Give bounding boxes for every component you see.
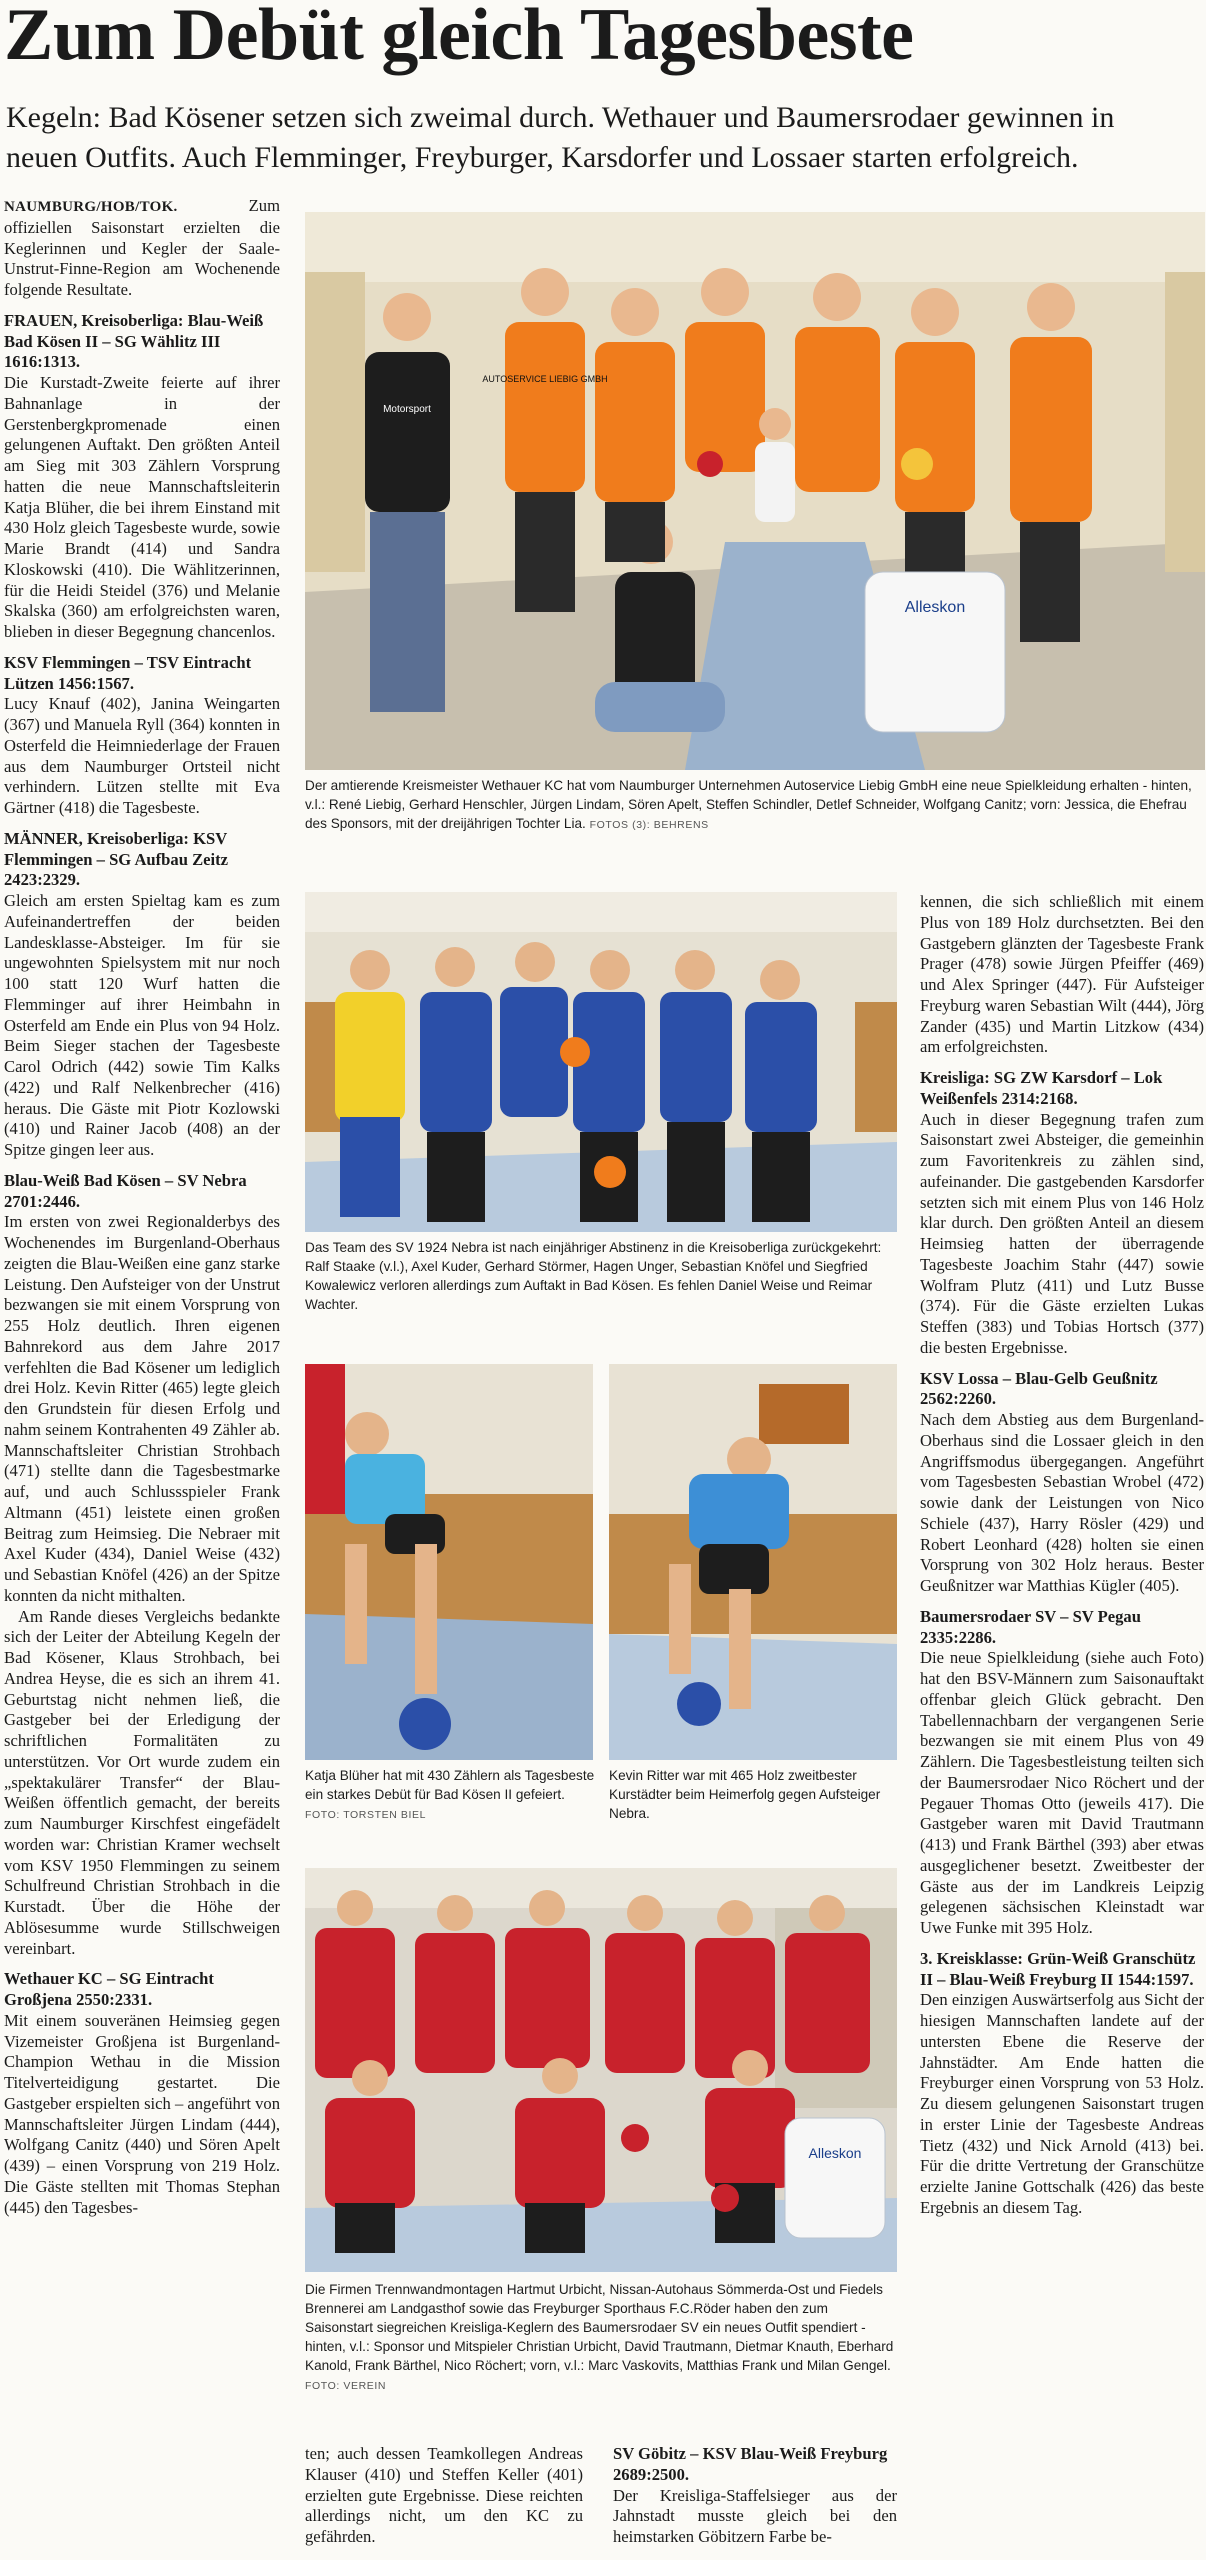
photo-baumersrodaer-sv-image — [305, 1868, 897, 2272]
frauen-text: Die Kurstadt-Zweite feierte auf ihrer Bahnanlage in der Gerstenbergkpromenade einen gelungenen Auftakt. Den größten Anteil am Sieg mit 303 Zählern Vorsprung hatten die neue Mannschaftsleiterin Katja Blüher, die bei ihrem Einstand mit 430 Holz gleich Tagesbeste wurde, sowie Marie Brandt (414) und Sandra Kloskowski (410). Die Wählitzerinnen, für die Heidi Steidel (376) und Melanie Skalska (360) am erfolgreichsten waren, blieben in dieser Begegnung chancenlos. — [4, 373, 280, 641]
lossa-heading: KSV Lossa – Blau-Gelb Geußnitz 2562:2260. — [920, 1368, 1158, 1409]
ksv-frauen-text: Lucy Knauf (402), Janina Weingarten (367) und Manuela Ryll (364) konnten in Osterfeld die Heimniederlage der Frauen aus dem Naumburger Ortsteil nicht verhindern. Lützen stellte mit Eva Gärtner (418) die Tagesbeste. — [4, 694, 280, 817]
intro-text: Zum offiziellen Saisonstart erzielten die Keglerinnen und Kegler der Saale-Unstrut-Finne-Region am Wochenende folgende Resultate. — [4, 196, 280, 299]
caption-text: Katja Blüher hat mit 430 Zählern als Tagesbeste ein starkes Debüt für Bad Kösen II gefeiert. — [305, 1768, 595, 1802]
bmw-shirt-text: Motorsport — [383, 404, 431, 415]
bwbk-text-2: Am Rande dieses Vergleichs bedankte sich der Leiter der Abteilung Kegeln der Bad Kösener, Klaus Strohbach, bei Andrea Heyse, die es sich an ihrem 41. Geburtstag nicht nehmen ließ, die Gastgeber bei der Erledigung der schriftlichen Formalitäten zu unterstützen. Vor Ort wurde zudem ein „spektakulärer Transfer“ der Blau-Weißen öffentlich gemacht, der bereits zum Naumburger Kirschfest eingefädelt worden war: Christian Kramer wechselt vom KSV 1950 Flemmingen zu seinem Schulfreund Christian Strohbach in die Kurstadt. Über die Höhe der Ablösesumme wurde Stillschweigen vereinbart. — [4, 1606, 280, 1958]
photo-sv-nebra-caption: Das Team des SV 1924 Nebra ist nach einjähriger Abstinenz in die Kreisoberliga zurückgekehrt: Ralf Staake (v.l.), Axel Kuder, Gerhard Störmer, Hagen Unger, Sebastian Knöfel und Siegfried Kowalewicz verloren allerdings zum Auftakt in Bad Kösen. Es fehlen Daniel Weise und Reimar Wachter. — [305, 1240, 882, 1312]
wethau-continued: ten; auch dessen Teamkollegen Andreas Klauser (410) und Steffen Keller (401) erzielten gute Ergebnisse. Diese reichten allerdings nicht, um den KC zu gefährden. — [305, 2444, 583, 2546]
bwbk-heading: Blau-Weiß Bad Kösen – SV Nebra 2701:2446. — [4, 1170, 247, 1211]
photo-wethauer-kc-image — [305, 212, 1205, 770]
lossa-text: Nach dem Abstieg aus dem Burgenland-Oberhaus sind die Lossaer gleich in den Angriffsmodus übergegangen. Angeführt vom Tagesbesten Sebastian Wrobel (472) sowie dank der Leistungen von Nico Schiele (437), Harry Rösler (429) und Robert Leonhard (428) holten sie einen Vorsprung von 302 Holz heraus. Bester Geußnitzer war Matthias Kügler (405). — [920, 1410, 1204, 1595]
maenner-text: Gleich am ersten Spieltag kam es zum Aufeinandertreffen der beiden Landesklasse-Absteiger. Im für sie ungewohnten Spielsystem mit nur noch 100 statt 120 Wurf hatten die Flemminger auf ihrer Heimbahn in Osterfeld am Ende ein Plus von 94 Holz. Beim Sieger stachen der Tagesbeste Carol Odrich (442) sowie Tim Kalks (422) und Ralf Nelkenbrecher (416) heraus. Die Gäste mit Piotr Kozlowski (410) und Rainer Jacob (408) an der Spitze gingen leer aus. — [4, 891, 280, 1159]
baumersroda-heading: Baumersrodaer SV – SV Pegau 2335:2286. — [920, 1606, 1141, 1647]
goebitz-text: Der Kreisliga-Staffelsieger aus der Jahnstadt musste gleich bei den heimstarken Göbitzern Farbe be- — [613, 2485, 897, 2546]
column-3-bottom — [613, 2444, 897, 2548]
photo-credit: FOTOS (3): BEHRENS — [589, 819, 709, 831]
photo-kevin-ritter-image — [609, 1364, 897, 1760]
photo-sv-nebra — [305, 892, 897, 1232]
photo-baumersrodaer-sv — [305, 1868, 897, 2272]
caption-text: Der amtierende Kreismeister Wethauer KC hat vom Naumburger Unternehmen Autoservice Liebig GmbH eine neue Spielkleidung erhalten - hinten, v.l.: René Liebig, Gerhard Henschler, Jürgen Lindam, Sören Apelt, Steffen Schindler, Detlef Schneider, Wolfgang Canitz; vorn: Jessica, die Ehefrau des Sponsors, mit der dreijährigen Tochter Lia. — [305, 778, 1192, 831]
machine-brand-text: Alleskon — [808, 2145, 862, 2161]
maenner-heading: MÄNNER, Kreisoberliga: KSV Flemmingen – SG Aufbau Zeitz 2423:2329. — [4, 828, 229, 890]
photo-wethauer-kc — [305, 212, 1205, 770]
wethau-heading: Wethauer KC – SG Eintracht Großjena 2550:2331. — [4, 1969, 214, 2009]
wethau-text: Mit einem souveränen Heimsieg gegen Vizemeister Großjena ist Burgenland-Champion Wethau in die Mission Titelverteidigung gestartet. Die Gastgeber erspielten sich – angeführt von Mannschaftsleiter Jürgen Lindam (444), Wolfgang Canitz (440) und Sören Apelt (439) – einen Vorsprung von 219 Holz. Die Gäste stellten mit Thomas Stephan (445) den Tagesbes- — [4, 2010, 281, 2217]
granschuetz-text: Den einzigen Auswärtserfolg aus Sicht der hiesigen Mannschaften landete auf der untersten Ebene die Reserve der Jahnstädter. Am Ende hatten die Freyburger einen Vorsprung von 53 Holz. Zu diesem gelungenen Saisonstart trugen in erster Linie der Tagesbeste Andreas Tietz (432) und Nick Arnold (413) bei. Für die dritte Vertretung der Granschütze erzielte Janine Gottschalk (426) das beste Ergebnis an diesem Tag. — [920, 1990, 1204, 2217]
photo-sv-nebra-image — [305, 892, 897, 1232]
photo-wethauer-kc-caption — [305, 776, 1205, 835]
shirt-text: AUTOSERVICE LIEBIG GMBH — [482, 374, 608, 384]
frauen-heading: FRAUEN, Kreisoberliga: Blau-Weiß Bad Kösen II – SG Wählitz III 1616:1313. — [4, 310, 264, 372]
subhead: Kegeln: Bad Kösener setzen sich zweimal durch. Wethauer und Baumersrodaer gewinnen in neuen Outfits. Auch Flemminger, Freyburger, Karsdorfer und Lossaer starten erfolgreich. — [6, 101, 1115, 174]
goebitz-continued: kennen, die sich schließlich mit einem Plus von 189 Holz durchsetzten. Bei den Gastgebern glänzten der Tagesbeste Frank Prager (478) sowie Jürgen Pfeiffer (469) und Alex Springer (447). Für Aufsteiger Freyburg waren Sebastian Wilt (444), Jörg Zander (435) und Martin Litzkow (434) am erfolgreichsten. — [920, 892, 1204, 1057]
intro-paragraph — [4, 196, 280, 301]
column-2-bottom — [305, 2444, 583, 2548]
photo-credit: FOTO: TORSTEN BIEL — [305, 1809, 427, 1821]
karsdorf-heading: Kreisliga: SG ZW Karsdorf – Lok Weißenfels 2314:2168. — [920, 1068, 1163, 1108]
photo-katja-blueher-caption — [305, 1766, 595, 1825]
dateline: NAUMBURG/HOB/TOK. — [4, 199, 178, 215]
column-1 — [4, 196, 280, 2218]
photo-kevin-ritter — [609, 1364, 897, 1760]
photo-katja-blueher-image — [305, 1364, 593, 1760]
column-4 — [920, 892, 1204, 2219]
karsdorf-text: Auch in dieser Begegnung trafen zum Saisonstart zwei Absteiger, die gemeinhin zum Favoritenkreis zu zählen sind, aufeinander. Die gastgebenden Karsdorfer setzten sich mit einem Plus von 146 Holz klar durch. Den größten Anteil an diesem Heimsieg hatten der überragende Tagesbeste Joachim Stahr (447) sowie Wolfram Plutz (411) und Lutz Busse (374). Für die Gäste erzielten Lukas Steffen (383) und Tobias Hortsch (377) die besten Ergebnisse. — [920, 1109, 1204, 1357]
bwbk-text-1: Im ersten von zwei Regionalderbys des Wochenendes im Burgenland-Oberhaus zeigten die Blau-Weißen eine ganz starke Leistung. Den Aufsteiger von der Unstrut bezwangen sie mit einem Vorsprung von 255 Holz deutlich. Ihren eigenen Bahnrekord aus dem Jahre 2017 verfehlten die Bad Kösener um lediglich drei Holz. Kevin Ritter (465) legte gleich den Grundstein für diesen Erfolg und nahm seinem Kontrahenten 49 Zähler ab. Mannschaftsleiter Christian Strohbach (471) stellte dann die Tagesbestmarke auf, und auch Schlussspieler Frank Altmann (451) leistete einen großen Beitrag zum Heimsieg. Die Nebraer mit Axel Kuder (434), Daniel Weise (432) und Sebastian Knöfel (426) an der Spitze konnten da nicht mithalten. — [4, 1212, 280, 1605]
photo-credit: FOTO: VEREIN — [305, 2380, 387, 2392]
headline: Zum Debüt gleich Tagesbeste — [4, 0, 914, 76]
ksv-frauen-heading: KSV Flemmingen – TSV Eintracht Lützen 1456:1567. — [4, 652, 252, 693]
machine-brand-text: Alleskon — [904, 599, 966, 616]
caption-text: Die Firmen Trennwandmontagen Hartmut Urbicht, Nissan-Autohaus Sömmerda-Ost und Fiedels Brennerei am Landgasthof sowie das Freyburger Sporthaus F.C.Röder haben den zum Saisonstart siegreichen Kreisliga-Keglern des Baumersrodaer SV ein neues Outfit spendiert - hinten, v.l.: Sponsor und Mitspieler Christian Urbicht, David Trautmann, Dietmar Knauth, Eberhard Kanold, Frank Bärthel, Nico Röchert; vorn, v.l.: Marc Vaskovits, Matthias Frank und Milan Gengel. — [305, 2282, 894, 2373]
baumersroda-text: Die neue Spielkleidung (siehe auch Foto) hat den BSV-Männern zum Saisonauftakt offenbar gleich Glück gebracht. Den Tabellennachbarn der vergangenen Serie bezwangen sie mit einem Plus von 49 Zählern. Die Tagesbestleistung teilten sich der Baumersrodaer Nico Röchert und der Pegauer Thomas Otto (jeweils 417). Die Gastgeber waren mit David Trautmann (413) und Frank Bärthel (393) aber etwas ausgeglichener besetzt. Zweitbester der Gäste aus der im Landkreis Leipzig gelegenen sächsischen Kleinstadt war Uwe Funke mit 395 Holz. — [920, 1648, 1204, 1937]
goebitz-heading: SV Göbitz – KSV Blau-Weiß Freyburg 2689:2500. — [613, 2444, 888, 2484]
granschuetz-heading: 3. Kreisklasse: Grün-Weiß Granschütz II – Blau-Weiß Freyburg II 1544:1597. — [920, 1948, 1196, 1989]
photo-katja-blueher — [305, 1364, 593, 1760]
photo-baumersrodaer-sv-caption — [305, 2280, 897, 2396]
photo-kevin-ritter-caption: Kevin Ritter war mit 465 Holz zweitbester Kurstädter beim Heimerfolg gegen Aufsteiger Nebra. — [609, 1768, 881, 1821]
